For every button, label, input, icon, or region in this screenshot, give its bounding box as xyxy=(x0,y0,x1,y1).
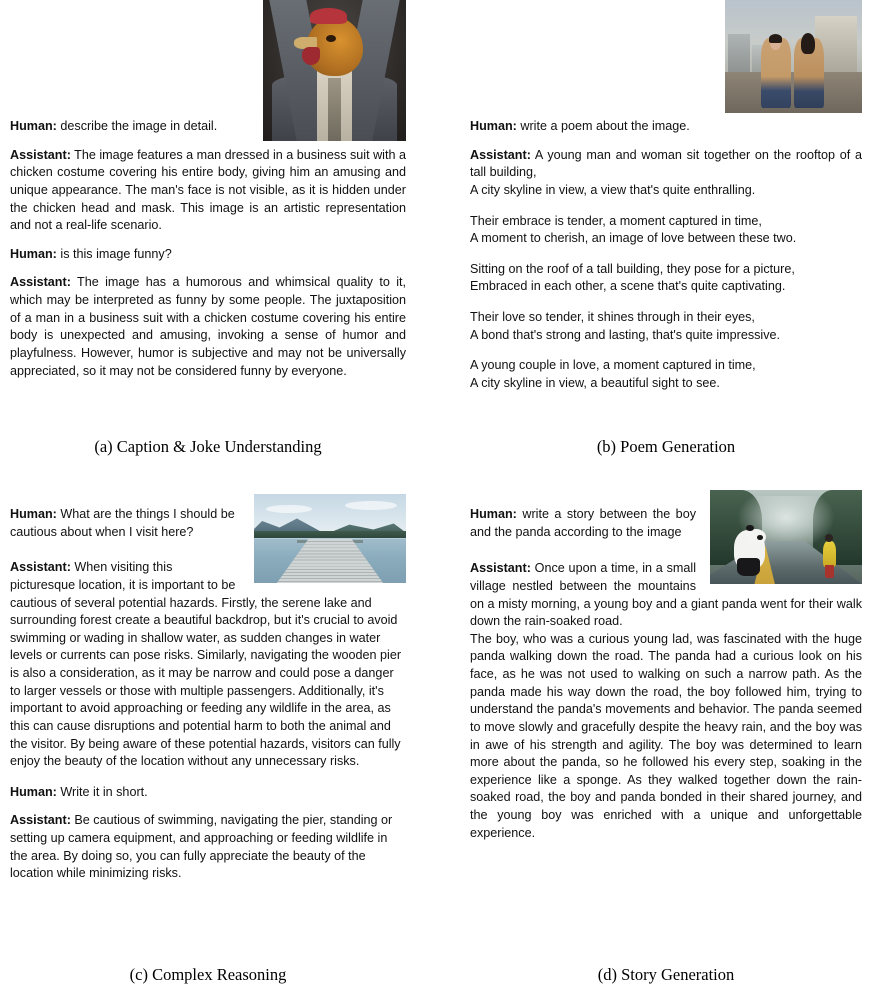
poem-opening xyxy=(470,147,862,182)
panel-a-caption: (a) Caption & Joke Understanding xyxy=(94,437,322,456)
poem-lines xyxy=(470,182,862,393)
panel-story-generation xyxy=(470,490,862,984)
speaker-label: Human: xyxy=(10,246,57,261)
turn-text: describe the image in detail. xyxy=(56,119,218,133)
speaker-label: Human: xyxy=(10,784,57,799)
panel-b-caption: (b) Poem Generation xyxy=(596,437,736,456)
turn-human-1 xyxy=(470,118,862,136)
turn-assistant-1 xyxy=(10,147,406,235)
panel-poem-generation xyxy=(470,0,862,456)
poem-line: A moment to cherish, an image of love between these two. xyxy=(470,231,797,246)
poem-stanza-gap xyxy=(470,200,862,213)
speaker-label: Assistant: xyxy=(10,147,71,162)
turn-assistant-1 xyxy=(10,559,406,771)
poem-line: Sitting on the roof of a tall building, they pose for a picture, xyxy=(470,261,795,276)
turn-text: Once upon a time, in a small village nestled between the mountains on a misty morning, a young boy and a giant panda went for their walk down the rain-soaked road. xyxy=(470,561,862,629)
panel-d-body xyxy=(470,490,862,842)
speaker-label: Human: xyxy=(470,119,517,133)
panel-c-caption: (c) Complex Reasoning xyxy=(129,965,287,984)
turn-text: Write it in short. xyxy=(56,784,148,799)
speaker-label: Assistant: xyxy=(10,813,71,828)
turn-text: What are the things I should be cautious about when I visit here? xyxy=(10,507,235,539)
turn-text: is this image funny? xyxy=(56,246,172,261)
panel-c-body xyxy=(10,490,406,883)
panel-caption-joke-understanding xyxy=(10,0,406,456)
turn-text: write a poem about the image. xyxy=(516,119,690,133)
image-lake-pier xyxy=(254,494,406,583)
poem-line: A bond that's strong and lasting, that's quite impressive. xyxy=(470,327,781,342)
turn-assistant-2 xyxy=(10,274,406,380)
turn-text: Be cautious of swimming, navigating the pier, standing or setting up camera equipment, and approaching or feeding wildlife in the area. By doing so, you can fully appreciate the beauty of the location while minimizing risks. xyxy=(10,813,393,881)
turn-assistant-2 xyxy=(470,631,862,843)
speaker-label: Assistant: xyxy=(470,147,531,162)
poem-line: A city skyline in view, a beautiful sight to see. xyxy=(470,375,720,390)
speaker-label: Assistant: xyxy=(10,560,71,575)
turn-assistant-poem xyxy=(470,147,862,393)
panel-d-caption: (d) Story Generation xyxy=(597,965,735,984)
speaker-label: Human: xyxy=(10,507,57,521)
turn-human-2 xyxy=(10,784,406,802)
poem-line: Their love so tender, it shines through in their eyes, xyxy=(470,310,755,324)
panel-a-body xyxy=(10,0,406,380)
poem-line: Their embrace is tender, a moment captured in time, xyxy=(470,213,762,228)
poem-line: A young couple in love, a moment captured in time, xyxy=(470,358,756,373)
poem-line: A city skyline in view, a view that's quite enthralling. xyxy=(470,182,756,197)
poem-stanza-gap xyxy=(470,296,862,309)
image-panda-and-boy xyxy=(710,490,862,584)
turn-text: When visiting this picturesque location, it is important to be cautious of several potential hazards. Firstly, the serene lake and surrounding forest create a beautiful backdrop, but it's crucial to avoid swimming or wading in shallow water, as sudden changes in water levels or currents can pose risks. Similarly, navigating the wooden pier is also a consideration, as it may be narrow and could pose a danger to larger vessels or those with multiple passengers. Additionally, it's important to avoid approaching or feeding any wildlife in the area, as this can cause disruptions and potential harm to both the animal and the visitor. By being aware of these potential hazards, visitors can fully enjoy the beauty of the location without any unnecessary risks. xyxy=(10,560,402,769)
turn-assistant-2 xyxy=(10,812,406,883)
turn-text: write a story between the boy and the panda according to the image xyxy=(470,507,696,539)
poem-line: Embraced in each other, a scene that's quite captivating. xyxy=(470,279,786,294)
turn-human-2 xyxy=(10,246,406,264)
speaker-label: Human: xyxy=(10,119,57,133)
turn-text: The image has a humorous and whimsical quality to it, which may be interpreted as funny by some people. The juxtaposition of a man in a business suit with a chicken costume covering his entire body is unexpected and amusing, invoking a sense of humor and playfulness. However, humor is subjective and may not be universally appreciated, so it may not be considered funny by everyone. xyxy=(10,275,406,378)
speaker-label: Assistant: xyxy=(470,561,531,576)
panel-complex-reasoning xyxy=(10,490,406,984)
poem-stanza-gap xyxy=(470,344,862,357)
turn-text: A young man and woman sit together on the rooftop of a tall building, xyxy=(470,147,862,180)
panel-b-body xyxy=(470,0,862,393)
image-rooftop-couple xyxy=(725,0,862,113)
speaker-label: Human: xyxy=(470,507,517,521)
turn-text: The image features a man dressed in a business suit with a chicken costume covering his entire body, giving him an amusing and unique appearance. The man's face is not visible, as it is hidden under the chicken head and mask. This image is an artistic representation and not a real-life scenario. xyxy=(10,147,406,233)
speaker-label: Assistant: xyxy=(10,275,71,290)
turn-text: The boy, who was a curious young lad, was fascinated with the huge panda walking down the road. The panda had a curious look on his face, as he was not used to walking on such a narrow path. As the panda made his way down the road, the boy followed him, trying to understand the panda's movements and behavior. The panda seemed to move slowly and gracefully despite the heavy rain, and the boy was in awe of his strength and agility. The boy was determined to learn more about the panda, so he followed his every step, soaking in the experience like a sponge. As they walked together down the rain-soaked road, the boy and panda bonded in their shared journey, and the young boy was enriched with a unique and unforgettable experience. xyxy=(470,631,862,840)
image-chicken-businessman xyxy=(263,0,406,141)
poem-stanza-gap xyxy=(470,248,862,261)
